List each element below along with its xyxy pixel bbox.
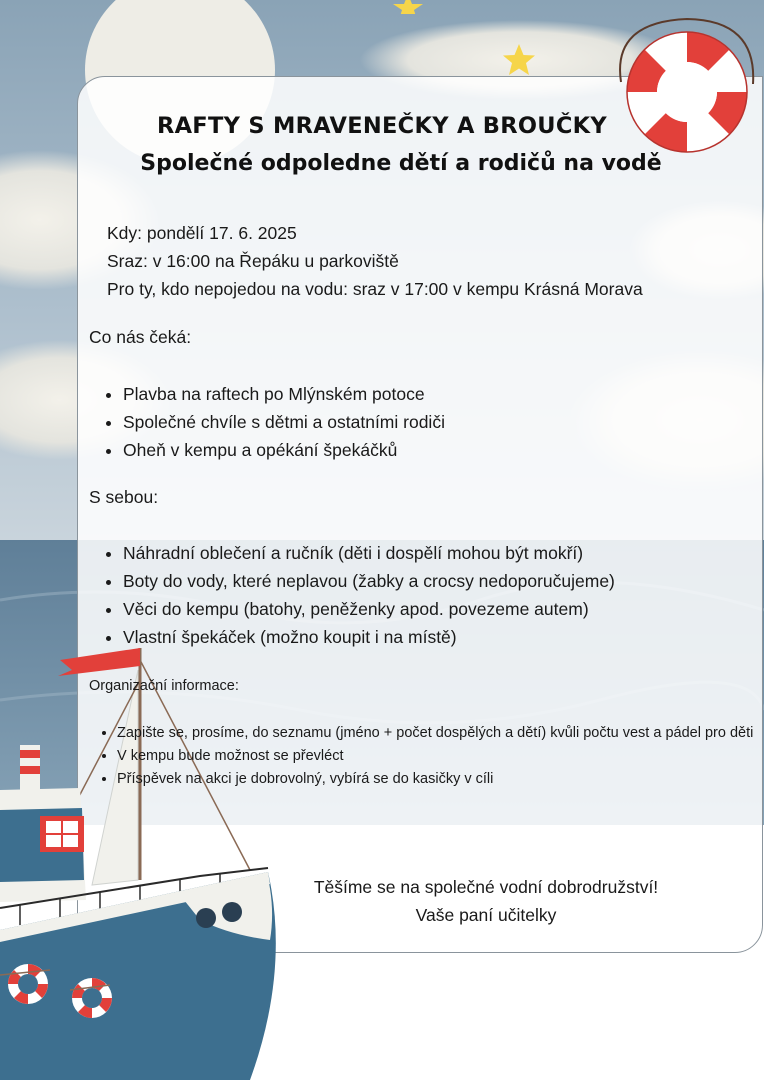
list-item: • Oheň v kempu a opékání špekáčků bbox=[123, 436, 445, 464]
list-item: • Příspěvek na akci je dobrovolný, vybírá se do kasičky v cíli bbox=[117, 768, 764, 791]
page-title: RAFTY S MRAVENEČKY A BROUČKY bbox=[156, 113, 608, 139]
bring-list bbox=[89, 539, 615, 651]
list-item: • Zapište se, prosíme, do seznamu (jméno + počet dospělých a dětí) kvůli počtu vest a pádel pro děti bbox=[117, 722, 764, 745]
page-subtitle: Společné odpoledne dětí a rodičů na vodě bbox=[140, 151, 662, 176]
boat-illustration bbox=[0, 640, 290, 1080]
star-icon bbox=[390, 0, 426, 14]
bring-heading: S sebou: bbox=[89, 487, 159, 507]
list-item: • Věci do kempu (batohy, peněženky apod. povezeme autem) bbox=[123, 595, 615, 623]
list-item: • Společné chvíle s dětmi a ostatními rodiči bbox=[123, 408, 445, 436]
info-when: Kdy: pondělí 17. 6. 2025 bbox=[107, 223, 297, 243]
awaits-list bbox=[89, 380, 445, 464]
closing-message bbox=[250, 873, 722, 929]
organization-heading: Organizační informace: bbox=[89, 678, 239, 694]
star-icon bbox=[500, 42, 538, 80]
awaits-heading: Co nás čeká: bbox=[89, 327, 192, 347]
event-info bbox=[107, 219, 643, 303]
lifebuoy-icon bbox=[612, 10, 762, 170]
list-item: • Náhradní oblečení a ručník (děti i dospělí mohou být mokří) bbox=[123, 539, 615, 567]
list-item: • Vlastní špekáček (možno koupit i na místě) bbox=[123, 623, 615, 651]
signature-line: Vaše paní učitelky bbox=[415, 905, 557, 925]
list-item: • Boty do vody, které neplavou (žabky a crocsy nedoporučujeme) bbox=[123, 567, 615, 595]
list-item: • Plavba na raftech po Mlýnském potoce bbox=[123, 380, 445, 408]
list-item: • V kempu bude možnost se převléct bbox=[117, 745, 764, 768]
info-non-water: Pro ty, kdo nepojedou na vodu: sraz v 17:00 v kempu Krásná Morava bbox=[107, 279, 643, 299]
info-meet: Sraz: v 16:00 na Řepáku u parkoviště bbox=[107, 251, 399, 271]
flag-icon bbox=[58, 648, 140, 676]
closing-line: Těšíme se na společné vodní dobrodružství! bbox=[313, 877, 659, 897]
organization-list bbox=[83, 722, 764, 791]
